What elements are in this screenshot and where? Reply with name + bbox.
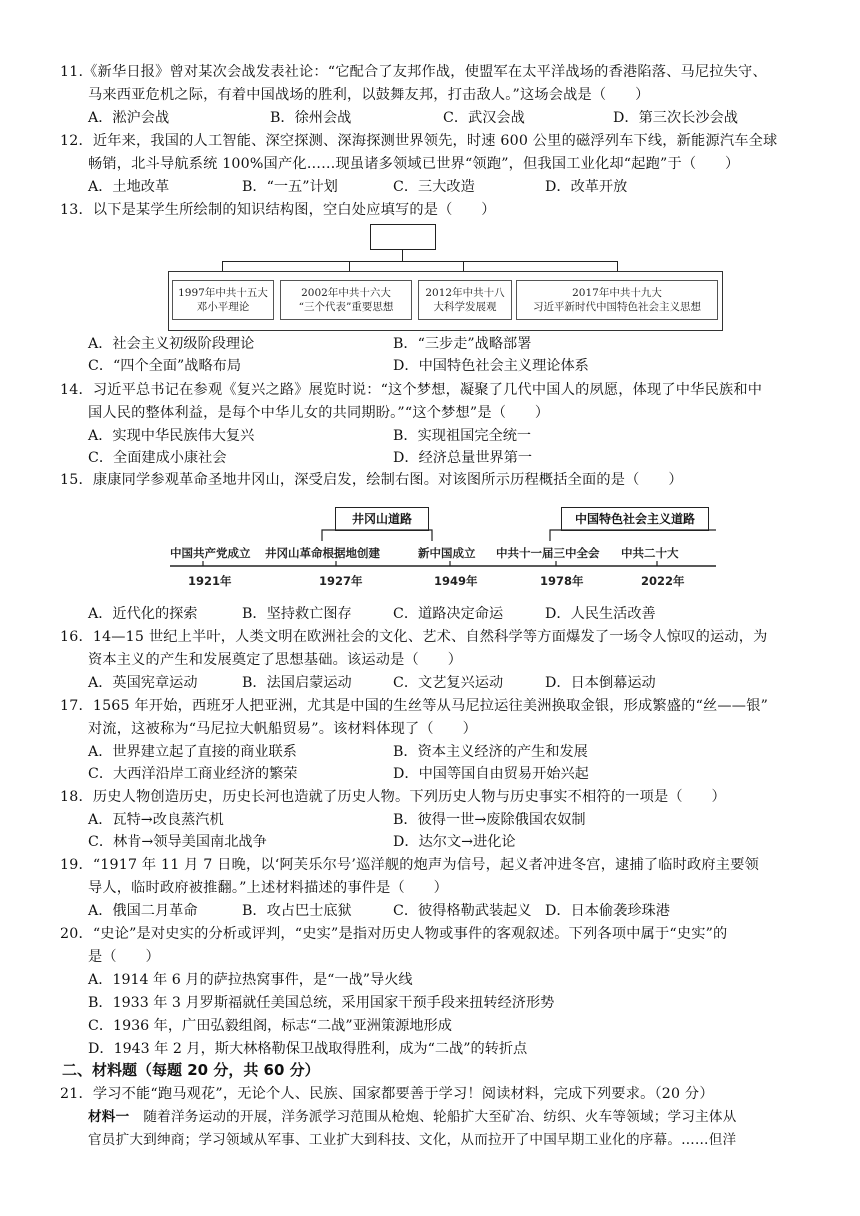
- diagram-box-1997-line1: 1997年中共十五大: [178, 287, 268, 299]
- q12-stem-line2: 畅销，北斗导航系统 100%国产化……现虽诸多领域已世界“领跑”，但我国工业化却“起跑”于（ ）: [88, 156, 740, 172]
- q20-option-c[interactable]: C．1936 年，广田弘毅组阁，标志“二战”亚洲策源地形成: [88, 1018, 452, 1034]
- timeline-year-1927: 1927年: [319, 574, 363, 588]
- q21-material-label: 材料一: [88, 1109, 130, 1125]
- q12-option-d[interactable]: D．改革开放: [545, 179, 628, 195]
- q19-option-c[interactable]: C．彼得格勒武装起义: [393, 903, 532, 919]
- q11-option-d[interactable]: D．第三次长沙会战: [613, 110, 738, 126]
- q17-option-b[interactable]: B．资本主义经济的产生和发展: [393, 744, 588, 760]
- q14-option-d[interactable]: D．经济总量世界第一: [393, 450, 533, 466]
- section-title-material-questions: 二、材料题（每题 20 分，共 60 分）: [62, 1061, 320, 1079]
- q20-option-d[interactable]: D．1943 年 2 月，斯大林格勒保卫战取得胜利，成为“二战”的转折点: [88, 1041, 528, 1057]
- q17-option-a[interactable]: A．世界建立起了直接的商业联系: [88, 744, 297, 760]
- q13-option-c[interactable]: C．“四个全面”战略布局: [88, 358, 242, 374]
- q12-stem-line1: 12．近年来，我国的人工智能、深空探测、深海探测世界领先，时速 600 公里的磁浮列车下线，新能源汽车全球: [60, 133, 778, 149]
- q17-stem-line1: 17．1565 年开始，西班牙人把亚洲，尤其是中国的生丝等从马尼拉运往美洲换取金银，形成繁盛的“丝——银”: [60, 698, 769, 714]
- q14-option-b[interactable]: B．实现祖国完全统一: [393, 428, 532, 444]
- q16-stem-line1: 16．14—15 世纪上半叶，人类文明在欧洲社会的文化、艺术、自然科学等方面爆发了一场令人惊叹的运动，为: [60, 629, 768, 645]
- q18-option-a[interactable]: A．瓦特→改良蒸汽机: [88, 812, 224, 828]
- q17-option-c[interactable]: C．大西洋沿岸工商业经济的繁荣: [88, 766, 298, 782]
- q11-stem-line2: 马来西亚危机之际，有着中国战场的胜利，以鼓舞友邦，打击敌人。”这场会战是（ ）: [88, 87, 650, 103]
- q15-option-c[interactable]: C．道路决定命运: [393, 606, 504, 622]
- diagram-box-2002-line1: 2002年中共十六大: [301, 287, 391, 299]
- diagram-box-2012-line2: 大科学发展观: [433, 301, 497, 313]
- q17-option-d[interactable]: D．中国等国自由贸易开始兴起: [393, 766, 589, 782]
- q11-option-c[interactable]: C．武汉会战: [443, 110, 525, 126]
- q20-stem-line2: 是（ ）: [88, 949, 160, 965]
- q17-stem-line2: 对流，这被称为“马尼拉大帆船贸易”。该材料体现了（ ）: [88, 721, 477, 737]
- q13-option-d[interactable]: D．中国特色社会主义理论体系: [393, 358, 589, 374]
- q16-option-d[interactable]: D．日本倒幕运动: [545, 675, 656, 691]
- q16-stem-line2: 资本主义的产生和发展奠定了思想基础。该运动是（ ）: [88, 652, 463, 668]
- q21-stem: 21．学习不能“跑马观花”，无论个人、民族、国家都要善于学习！阅读材料，完成下列要求。（20 分）: [60, 1086, 714, 1102]
- q14-option-a[interactable]: A．实现中华民族伟大复兴: [88, 428, 255, 444]
- q18-option-c[interactable]: C．林肯→领导美国南北战争: [88, 834, 267, 850]
- timeline-year-1949: 1949年: [434, 574, 478, 588]
- timeline-year-1921: 1921年: [188, 574, 232, 588]
- q12-option-a[interactable]: A．土地改革: [88, 179, 170, 195]
- q14-stem-line1: 14．习近平总书记在参观《复兴之路》展览时说：“这个梦想，凝聚了几代中国人的夙愿，体现了中华民族和中: [60, 382, 763, 398]
- q14-option-c[interactable]: C．全面建成小康社会: [88, 450, 227, 466]
- timeline-year-1978: 1978年: [540, 574, 584, 588]
- timeline-event-1978: 中共十一届三中全会: [496, 546, 600, 560]
- q11-option-b[interactable]: B．徐州会战: [270, 110, 352, 126]
- timeline-event-1927: 井冈山革命根据地创建: [265, 546, 380, 560]
- timeline-event-1921: 中国共产党成立: [170, 546, 251, 560]
- timeline-event-2022: 中共二十大: [621, 546, 679, 560]
- q20-option-a[interactable]: A．1914 年 6 月的萨拉热窝事件，是“一战”导火线: [88, 972, 413, 988]
- diagram-box-2012-line1: 2012年中共十八: [425, 287, 505, 299]
- q19-stem-line2: 导人，临时政府被推翻。”上述材料描述的事件是（ ）: [88, 880, 449, 896]
- q19-option-b[interactable]: B．攻占巴士底狱: [242, 903, 352, 919]
- q13-option-a[interactable]: A．社会主义初级阶段理论: [88, 336, 255, 352]
- q19-stem-line1: 19．“1917 年 11 月 7 日晚，以‘阿芙乐尔号’巡洋舰的炮声为信号，起义者冲进冬宫，逮捕了临时政府主要领: [60, 857, 759, 873]
- q18-stem: 18．历史人物创造历史，历史长河也造就了历史人物。下列历史人物与历史事实不相符的一项是（ ）: [60, 789, 726, 805]
- q12-option-c[interactable]: C．三大改造: [393, 179, 475, 195]
- q13-stem: 13．以下是某学生所绘制的知识结构图，空白处应填写的是（ ）: [60, 202, 496, 218]
- q15-option-b[interactable]: B．坚持救亡图存: [242, 606, 352, 622]
- q13-option-b[interactable]: B．“三步走”战略部署: [393, 336, 532, 352]
- q21-material-line1: [88, 1107, 737, 1127]
- q19-option-d[interactable]: D．日本偷袭珍珠港: [545, 903, 670, 919]
- diagram-box-2002-line2: “三个代表”重要思想: [298, 301, 394, 313]
- q20-option-b[interactable]: B．1933 年 3 月罗斯福就任美国总统，采用国家干预手段来扭转经济形势: [88, 995, 555, 1011]
- q16-option-a[interactable]: A．英国宪章运动: [88, 675, 198, 691]
- diagram-box-2017-line2: 习近平新时代中国特色社会主义思想: [533, 301, 701, 313]
- q12-option-b[interactable]: B．“一五”计划: [242, 179, 338, 195]
- q15-option-d[interactable]: D．人民生活改善: [545, 606, 656, 622]
- q11-stem-line1: 11.《新华日报》曾对某次会战发表社论：“它配合了友邦作战，使盟军在太平洋战场的香港陷落、马尼拉失守、: [60, 64, 767, 80]
- q14-stem-line2: 国人民的整体利益，是每个中华儿女的共同期盼。”“这个梦想”是（ ）: [88, 405, 550, 421]
- q21-material-line2: 官员扩大到绅商；学习领域从军事、工业扩大到科技、文化，从而拉开了中国早期工业化的序幕。……但洋: [88, 1132, 737, 1148]
- timeline-event-1949: 新中国成立: [418, 546, 476, 560]
- q16-option-b[interactable]: B．法国启蒙运动: [242, 675, 352, 691]
- timeline-lines: [0, 0, 860, 600]
- diagram-box-2017-line1: 2017年中共十九大: [572, 287, 662, 299]
- timeline-box-jinggangshan-road: 井冈山道路: [335, 507, 429, 531]
- q15-option-a[interactable]: A．近代化的探索: [88, 606, 198, 622]
- q18-option-d[interactable]: D．达尔文→进化论: [393, 834, 516, 850]
- q20-stem-line1: 20．“史论”是对史实的分析或评判，“史实”是指对历史人物或事件的客观叙述。下列各项中属于“史实”的: [60, 926, 728, 942]
- q11-option-a[interactable]: A．淞沪会战: [88, 110, 170, 126]
- q18-option-b[interactable]: B．彼得一世→废除俄国农奴制: [393, 812, 586, 828]
- q15-stem: 15．康康同学参观革命圣地井冈山，深受启发，绘制右图。对该图所示历程概括全面的是（ ）: [60, 472, 683, 488]
- q16-option-c[interactable]: C．文艺复兴运动: [393, 675, 504, 691]
- q19-option-a[interactable]: A．俄国二月革命: [88, 903, 198, 919]
- timeline-box-socialism-road: 中国特色社会主义道路: [561, 507, 709, 531]
- q21-material-text1: 随着洋务运动的开展，洋务派学习范围从枪炮、轮船扩大至矿冶、纺织、火车等领域；学习主体从: [143, 1109, 737, 1125]
- diagram-box-1997-line2: 邓小平理论: [196, 301, 250, 313]
- timeline-year-2022: 2022年: [641, 574, 685, 588]
